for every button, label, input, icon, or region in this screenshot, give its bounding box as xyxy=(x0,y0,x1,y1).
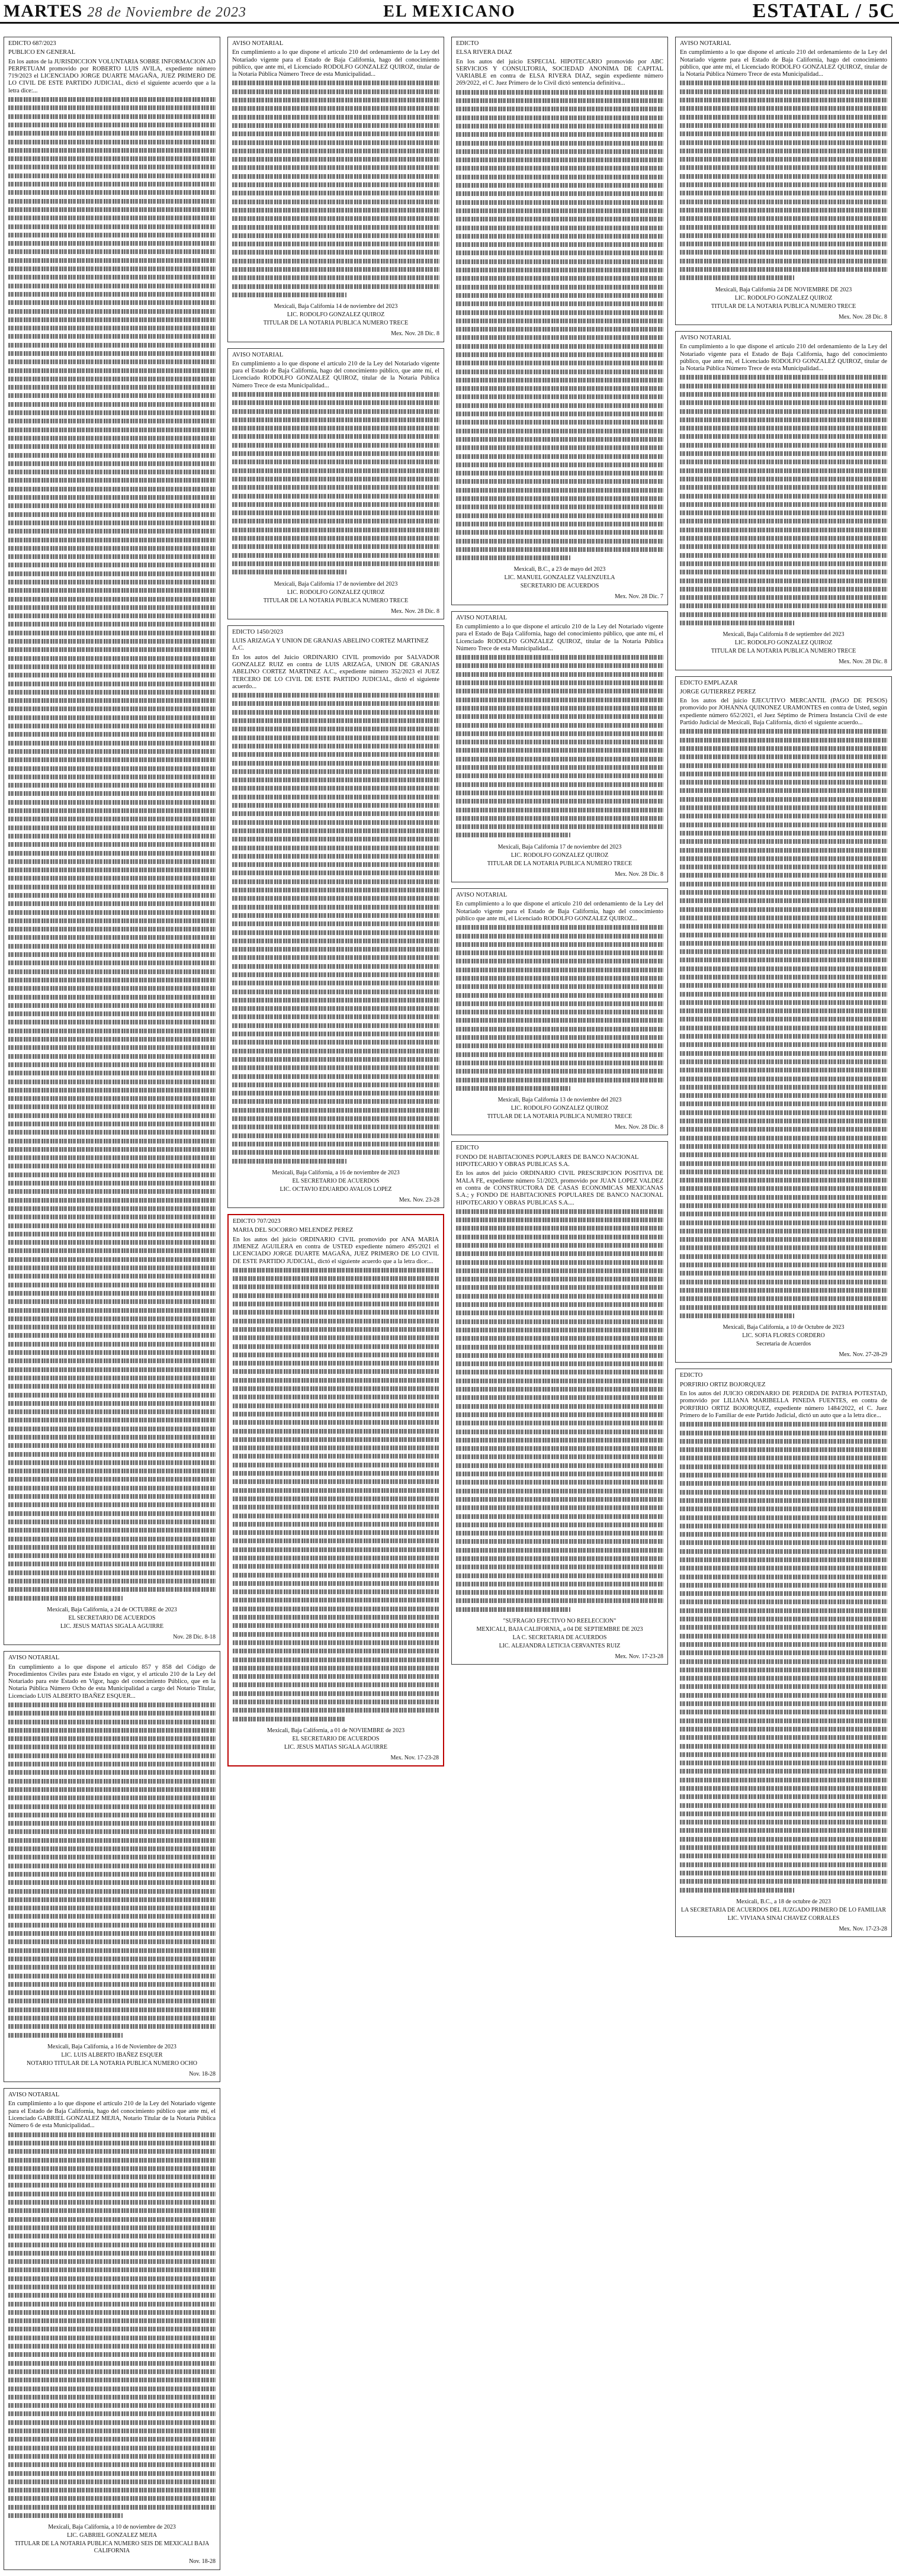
notice-title: AVISO NOTARIAL xyxy=(680,40,731,47)
signature-line: SECRETARIO DE ACUERDOS xyxy=(520,583,599,590)
notice-body: En cumplimiento a lo que dispone el artículo 210 de la Ley del Notariado vigente para el Estado de Baja California, hago del conocimiento público, que ante mí, el Licenciado RODOLFO GONZALEZ QUIROZ, titular de la Notaría Pública Número Trece de esta Municipalidad... xyxy=(232,360,439,389)
column-3 xyxy=(451,37,668,1671)
signature-line: LIC. VIVIANA SINAI CHAVEZ CORRALES xyxy=(727,1915,840,1922)
publication-dates: Mex. Nov. 17-23-28 xyxy=(390,1754,439,1761)
signature-line: LIC. OCTAVIO EDUARDO AVALOS LOPEZ xyxy=(280,1186,392,1193)
signature-line: Mexicali, Baja California 17 de noviembre del 2023 xyxy=(497,843,622,850)
notice-body-continued xyxy=(232,693,439,1166)
signature-line: Mexicali, Baja California, a 10 de Octubre de 2023 xyxy=(723,1324,845,1331)
signature-line: LIC. SOFIA FLORES CORDERO xyxy=(742,1332,825,1340)
signature-line: TITULAR DE LA NOTARIA PUBLICA NUMERO TRECE xyxy=(711,648,856,655)
signature-line: Mexicali, Baja California 14 de noviembre del 2023 xyxy=(274,303,398,310)
legal-notice xyxy=(4,37,220,1645)
legal-notice xyxy=(451,1141,668,1665)
notice-signature xyxy=(456,566,663,590)
notice-title: AVISO NOTARIAL xyxy=(232,351,284,358)
publication-dates: Mex. Nov. 28 Dic. 8 xyxy=(391,608,439,615)
signature-line: NOTARIO TITULAR DE LA NOTARIA PUBLICA NUMERO OCHO xyxy=(27,2060,197,2067)
notice-title: AVISO NOTARIAL xyxy=(8,2092,60,2099)
notice-body-continued xyxy=(233,1268,439,1724)
signature-line: LA SECRETARIA DE ACUERDOS DEL JUZGADO PRIMERO DE LO FAMILIAR xyxy=(680,1906,887,1913)
notice-body-continued xyxy=(8,1703,216,2040)
signature-line: LIC. ALEJANDRA LETICIA CERVANTES RUIZ xyxy=(499,1643,621,1650)
notice-body-continued xyxy=(680,375,887,628)
publication-dates: Nov. 28 Dic. 8-18 xyxy=(173,1633,216,1640)
notice-title: EDICTO xyxy=(456,1145,479,1152)
notice-title: EDICTO 687/2023 xyxy=(8,40,56,47)
signature-line: Mexicali, B.C., a 23 de mayo del 2023 xyxy=(513,566,606,573)
signature-line: TITULAR DE LA NOTARIA PUBLICA NUMERO TRECE xyxy=(263,597,409,604)
notice-title: EDICTO 1450/2023 xyxy=(232,628,283,635)
legal-notice xyxy=(451,888,668,1135)
publication-dates: Mex. Nov. 28 Dic. 7 xyxy=(615,593,663,600)
notice-body-continued xyxy=(8,2132,216,2521)
notice-signature xyxy=(233,1727,439,1751)
signature-line: LIC. RODOLFO GONZALEZ QUIROZ xyxy=(734,640,833,647)
notice-body: En los autos del juicio ESPECIAL HIPOTECARIO promovido por ABC SERVICIOS Y CONSULTORIA, SOCIEDAD ANONIMA DE CAPITAL VARIABLE en contra de ELSA RIVERA DIAZ, según expediente número 269/2022, el C. Juez Primero de lo Civil dictó sentencia definitiva... xyxy=(456,58,663,87)
notice-signature xyxy=(456,1618,663,1650)
publication-dates: Mex. Nov. 28 Dic. 8 xyxy=(839,313,887,320)
notice-body-continued xyxy=(456,655,663,840)
signature-line: LIC. GABRIEL GONZALEZ MEJIA xyxy=(67,2532,157,2539)
signature-line: TITULAR DE LA NOTARIA PUBLICA NUMERO SEIS DE MEXICALI BAJA CALIFORNIA xyxy=(14,2540,210,2555)
notice-signature xyxy=(8,2044,216,2067)
notice-title: AVISO NOTARIAL xyxy=(8,1655,60,1662)
notice-addressee: JORGE GUTIERREZ PEREZ xyxy=(680,688,756,695)
signature-line: Mexicali, Baja California 24 DE NOVIEMBRE DE 2023 xyxy=(715,286,852,293)
publication-dates: Mex. Nov. 17-23-28 xyxy=(615,1653,663,1660)
signature-line: Mexicali, Baja California, a 16 de noviembre de 2023 xyxy=(272,1169,400,1176)
signature-line: Mexicali, Baja California, a 16 de Noviembre de 2023 xyxy=(47,2043,176,2050)
masthead-date: 28 de Noviembre de 2023 xyxy=(87,5,247,20)
legal-notice xyxy=(675,676,892,1363)
publication-dates: Mex. Nov. 28 Dic. 8 xyxy=(615,871,663,878)
legal-notice xyxy=(227,625,444,1208)
publication-dates: Mex. Nov. 28 Dic. 8 xyxy=(839,659,887,666)
signature-line: Mexicali, Baja California 13 de noviembre del 2023 xyxy=(497,1097,622,1104)
notice-signature xyxy=(232,303,439,327)
notice-addressee: PORFIRIO ORTIZ BOJORQUEZ xyxy=(680,1381,766,1388)
column-2 xyxy=(227,37,444,1772)
signature-line: Mexicali, Baja California 17 de noviembre del 2023 xyxy=(274,580,398,587)
section-page: ESTATAL / 5C xyxy=(752,0,895,22)
notice-body: En los autos del JUICIO ORDINARIO DE PERDIDA DE PATRIA POTESTAD, promovido por LILIANA MARIBELLA PINEDA FUENTES, en contra de PORFIRIO ORTIZ BOJORQUEZ, expediente número 1484/2022, el C. Juez Primero de lo Familiar de este Partido Judicial, dictó un auto que a la letra dice... xyxy=(680,1390,887,1419)
notice-body: En los autos del juicio ORDINARIO CIVIL PRESCRIPCION POSITIVA DE MALA FE, expediente número 51/2023, promovido por JUAN LOPEZ VALDEZ en contra de CONSTRUCTORA DE CASAS ECONOMICAS MEXICANAS S.A.; y FONDO DE HABITACIONES POPULARES DE BANCO NACIONAL HIPOTECARIO Y OBRAS PUBLICAS S.A.... xyxy=(456,1170,663,1206)
notice-body-continued xyxy=(232,392,439,577)
notice-title: AVISO NOTARIAL xyxy=(232,40,284,47)
masthead xyxy=(0,0,899,20)
signature-line: LIC. RODOLFO GONZALEZ QUIROZ xyxy=(734,294,833,301)
notice-signature xyxy=(680,631,887,655)
publication-dates: Mex. Nov. 17-23-28 xyxy=(839,1925,887,1932)
notice-signature xyxy=(680,1899,887,1922)
signature-line: Mexicali, B.C., a 18 de octubre de 2023 xyxy=(736,1898,831,1905)
signature-line: LIC. RODOLFO GONZALEZ QUIROZ xyxy=(510,852,609,859)
notice-signature xyxy=(456,1097,663,1120)
signature-line: TITULAR DE LA NOTARIA PUBLICA NUMERO TRECE xyxy=(711,303,856,310)
signature-line: MEXICALI, BAJA CALIFORNIA, a 04 DE SEPTIEMBRE DE 2023 xyxy=(476,1626,643,1633)
column-1 xyxy=(4,37,220,2576)
notice-addressee: LUIS ARIZAGA Y UNION DE GRANJAS ABELINO CORTEZ MARTINEZ A.C. xyxy=(232,638,429,652)
notice-body: En los autos de la JURISDICCION VOLUNTARIA SOBRE INFORMACION AD PERPETUAM promovido por ROBERTO LUIS AVILA, expediente número 719/2023 el LICENCIADO JORGE DUARTE MAGAÑA, JUEZ PRIMERO DE LO CIVIL DE ESTE PARTIDO JUDICIAL, dictó el siguiente acuerdo que a la letra dice:... xyxy=(8,58,216,94)
signature-line: TITULAR DE LA NOTARIA PUBLICA NUMERO TRECE xyxy=(487,1113,632,1120)
notice-signature xyxy=(232,581,439,605)
notice-signature xyxy=(680,287,887,310)
notice-body-continued xyxy=(680,729,887,1321)
notice-body: En los autos del Juicio ORDINARIO CIVIL promovido por SALVADOR GONZALEZ RUIZ en contra de LUIS ARIZAGA, UNION DE GRANJAS ABELINO CORTEZ MARTINEZ A.C., expediente número 352/2023 el JUEZ TERCERO DE LO CIVIL DE ESTE PARTIDO JUDICIAL, dictó el siguiente acuerdo... xyxy=(232,654,439,690)
publication-dates: Mex. Nov. 28 Dic. 8 xyxy=(391,330,439,338)
notice-body-continued xyxy=(680,81,887,282)
legal-notice xyxy=(675,37,892,325)
masthead-day: MARTES xyxy=(4,1,83,21)
notice-signature xyxy=(8,2524,216,2555)
signature-line: EL SECRETARIO DE ACUERDOS xyxy=(68,1614,156,1621)
notice-body-continued xyxy=(456,1209,663,1614)
legal-notice xyxy=(227,1214,444,1766)
publication-dates: Nov. 18-28 xyxy=(189,2558,216,2565)
publication-dates: Mex. Nov. 28 Dic. 8 xyxy=(615,1124,663,1131)
notice-body: En cumplimiento a lo que dispone el artículo 210 de la Ley del Notariado vigente para el Estado de Baja California, hago del conocimiento público, que ante mí, el Licenciado RODOLFO GONZALEZ QUIROZ, titular de la Notaría Pública Número Trece de esta Municipalidad... xyxy=(456,624,663,652)
signature-line: LIC. RODOLFO GONZALEZ QUIROZ xyxy=(287,589,385,596)
signature-line: Mexicali, Baja California, a 10 de noviembre de 2023 xyxy=(48,2524,176,2531)
signature-line: Mexicali, Baja California 8 de septiembre del 2023 xyxy=(723,631,845,638)
publication-dates: Nov. 18-28 xyxy=(189,2070,216,2077)
notice-body: En cumplimiento a lo que dispone el artículo 210 de la Ley del Notariado vigente para el Estado de Baja California, hago del conocimiento público que ante mí, el Licenciado GABRIEL GONZALEZ MEJIA, Notario Titular de la Notaría Pública Número 6 de esta Municipalidad... xyxy=(8,2100,216,2129)
legal-notice xyxy=(227,37,444,342)
notice-signature xyxy=(232,1170,439,1193)
notice-body: En cumplimiento a lo que dispone el artículo 210 del ordenamiento de la Ley del Notariado vigente para el Estado de Baja California, hago del conocimiento público, que ante mí, el Licenciado RODOLFO GONZALEZ QUIROZ, titular de la Notaría Pública Número Trece de esta Municipalidad... xyxy=(232,49,439,78)
newspaper-name: EL MEXICANO xyxy=(383,2,516,21)
signature-line: TITULAR DE LA NOTARIA PUBLICA NUMERO TRECE xyxy=(263,320,409,327)
notice-body-continued xyxy=(456,90,663,563)
signature-line: Secretaria de Acuerdos xyxy=(756,1341,811,1348)
notice-title: AVISO NOTARIAL xyxy=(456,892,508,899)
column-4 xyxy=(675,37,892,1943)
legal-notice xyxy=(451,611,668,882)
signature-line: LIC. RODOLFO GONZALEZ QUIROZ xyxy=(510,1105,609,1112)
notice-signature xyxy=(680,1324,887,1348)
notice-body: En los autos del juicio EJECUTIVO MERCANTIL (PAGO DE PESOS) promovido por JOHANNA QUINONEZ URAMONTES en contra de Usted, según expediente número 652/2021, el Juez Séptimo de Primera Instancia Civil de este Partido Judicial de Mexicali, Baja California, dictó el siguiente acuerdo... xyxy=(680,698,887,727)
legal-notice xyxy=(4,1651,220,2082)
signature-line: TITULAR DE LA NOTARIA PUBLICA NUMERO TRECE xyxy=(487,860,632,867)
signature-line: LIC. JESUS MATIAS SIGALA AGUIRRE xyxy=(284,1743,388,1750)
notice-signature xyxy=(456,844,663,868)
publication-dates: Mex. Nov. 27-28-29 xyxy=(839,1351,887,1358)
notice-body: En cumplimiento a lo que dispone el artículo 210 del ordenamiento de la Ley del Notariado vigente para el Estado de Baja California, hago del conocimiento público, que ante mí, el Licenciado RODOLFO GONZALEZ QUIROZ, titular de la Notaría Pública Número Trece de esta Municipalidad... xyxy=(680,343,887,372)
legal-notice xyxy=(227,348,444,619)
signature-line: LIC. JESUS MATIAS SIGALA AGUIRRE xyxy=(60,1623,164,1630)
notice-title: EDICTO EMPLAZAR xyxy=(680,679,738,686)
signature-line: "SUFRAGIO EFECTIVO NO REELECCION" xyxy=(503,1618,617,1625)
notice-title: AVISO NOTARIAL xyxy=(680,334,731,341)
notice-body-continued xyxy=(456,925,663,1093)
notice-addressee: FONDO DE HABITACIONES POPULARES DE BANCO NACIONAL HIPOTECARIO Y OBRAS PUBLICAS S.A. xyxy=(456,1154,638,1168)
legal-notice xyxy=(675,1369,892,1937)
notice-addressee: MARIA DEL SOCORRO MELENDEZ PEREZ xyxy=(233,1227,354,1234)
signature-line: Mexicali, Baja California, a 01 de NOVIEMBRE de 2023 xyxy=(267,1727,405,1734)
legal-notice xyxy=(451,37,668,605)
notice-title: AVISO NOTARIAL xyxy=(456,614,508,621)
signature-line: LA C. SECRETARIA DE ACUERDOS xyxy=(512,1634,607,1642)
notice-title: EDICTO 707/2023 xyxy=(233,1218,281,1225)
notice-body: En los autos del juicio ORDINARIO CIVIL promovido por ANA MARIA JIMENEZ AGUILERA en contra de USTED expediente número 495/2021 el LICENCIADO JORGE DUARTE MAGAÑA, JUEZ PRIMERO DE LO CIVIL DE ESTE PARTIDO JUDICIAL, dictó el siguiente acuerdo que a la letra dice:... xyxy=(233,1236,439,1265)
notice-body: En cumplimiento a lo que dispone el artículo 857 y 858 del Código de Procedimientos Civiles para este Estado en vigor, y el artículo 210 de la Ley del Notariado para este Estado en Vigor, hago del conocimiento Público, que en la Notaría Pública Número Ocho de esta Municipalidad a cargo del Notario Titular, Licenciado LUIS ALBERTO IBAÑEZ ESQUER... xyxy=(8,1663,216,1700)
notice-title: EDICTO xyxy=(456,40,479,47)
notice-addressee: PUBLICO EN GENERAL xyxy=(8,49,76,56)
publication-dates: Mex. Nov. 23-28 xyxy=(399,1196,439,1203)
notice-body-continued xyxy=(8,97,216,1603)
notice-body-continued xyxy=(232,81,439,300)
signature-line: EL SECRETARIO DE ACUERDOS xyxy=(292,1735,380,1742)
signature-line: LIC. MANUEL GONZALEZ VALENZUELA xyxy=(504,574,615,582)
notice-body: En cumplimiento a lo que dispone el artículo 210 del ordenamiento de la Ley del Notariado vigente para el Estado de Baja California, hago del conocimiento público, que ante mí, el Licenciado RODOLFO GONZALEZ QUIROZ, titular de la Notaría Pública Número Trece de esta Municipalidad... xyxy=(680,49,887,78)
notice-signature xyxy=(8,1607,216,1630)
notice-title: EDICTO xyxy=(680,1372,703,1379)
legal-notice xyxy=(675,331,892,670)
notice-addressee: ELSA RIVERA DIAZ xyxy=(456,49,512,56)
signature-line: LIC. LUIS ALBERTO IBAÑEZ ESQUER xyxy=(61,2051,163,2058)
signature-line: Mexicali, Baja California, a 24 de OCTUBRE de 2023 xyxy=(47,1606,177,1613)
legal-notice xyxy=(4,2088,220,2569)
signature-line: LIC. RODOLFO GONZALEZ QUIROZ xyxy=(287,311,385,319)
signature-line: EL SECRETARIO DE ACUERDOS xyxy=(292,1177,380,1184)
notice-body-continued xyxy=(680,1422,887,1895)
notice-body: En cumplimiento a lo que dispone el artículo 210 del ordenamiento de la Ley del Notariado vigente para el Estado de Baja California, hago del conocimiento público que ante mí, el Licenciado RODOLFO GONZALEZ QUIROZ... xyxy=(456,901,663,922)
masthead-rule xyxy=(0,22,899,24)
